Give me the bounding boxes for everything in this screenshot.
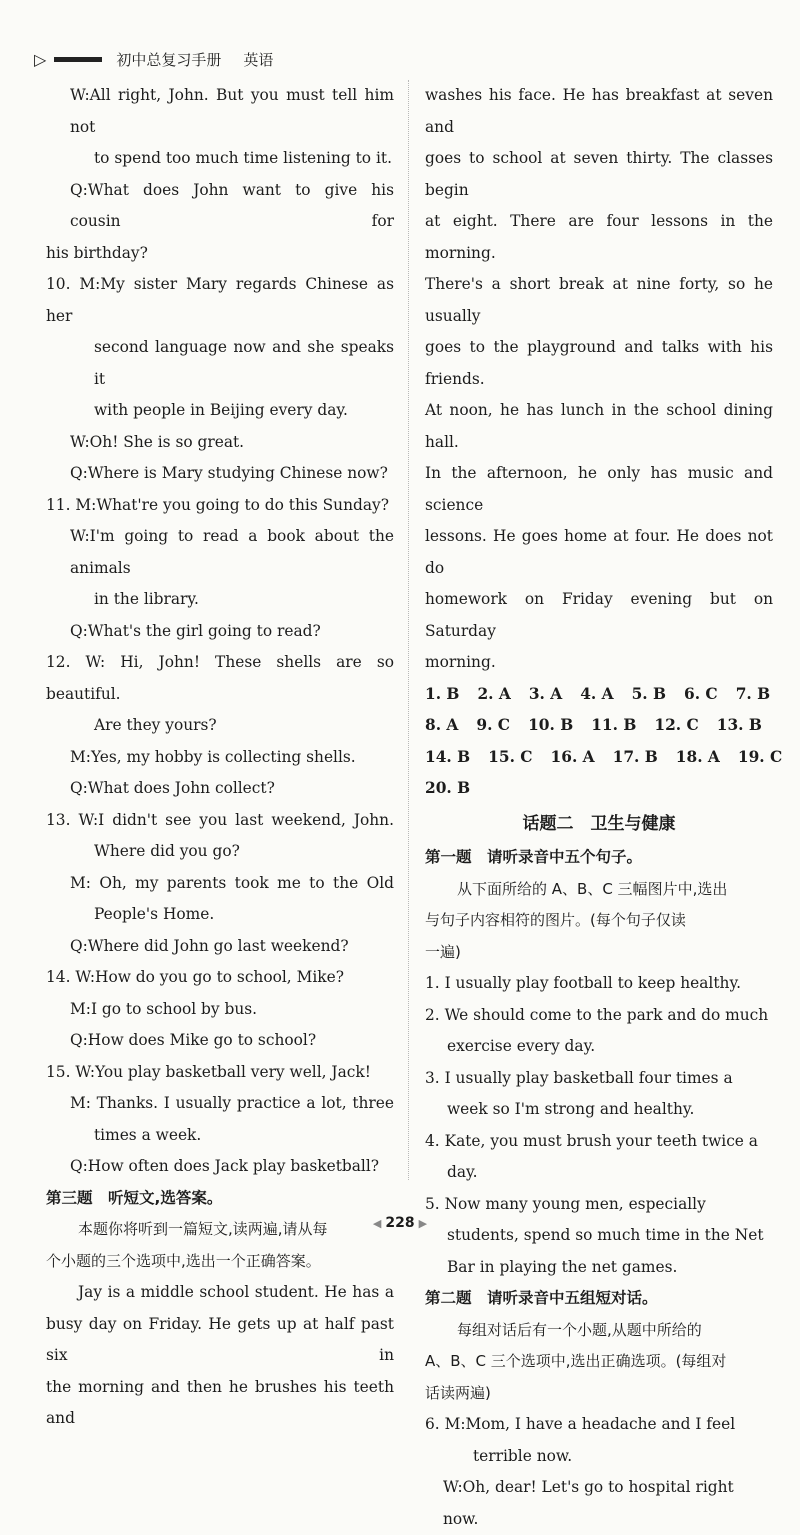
- page-number: [0, 1215, 800, 1231]
- text-line: 14. W:How do you go to school, Mike?: [46, 968, 344, 986]
- section-1-instruction: 与句子内容相符的图片。(每个句子仅读: [425, 911, 686, 929]
- text-line: Q:Where is Mary studying Chinese now?: [70, 464, 388, 482]
- text-line: 12. W: Hi, John! These shells are so beautiful.: [46, 653, 394, 703]
- text-line: 13. W:I didn't see you last weekend, John.: [46, 810, 394, 829]
- answer-row: [425, 742, 783, 774]
- passage-line: goes to school at seven thirty. The classes begin: [425, 149, 773, 199]
- sentence-item: 2. We should come to the park and do much exercise every day.: [425, 1005, 769, 1055]
- passage-line: lessons. He goes home at four. He does not do: [425, 527, 773, 577]
- sentence-item: 5. Now many young men, especially students, spend so much time in the Net Bar in playing the net games.: [425, 1194, 764, 1276]
- answer-item: 8. A: [425, 716, 459, 734]
- answer-item: 15. C: [488, 747, 533, 766]
- answer-item: 9. C: [476, 716, 511, 734]
- answer-item: 20. B: [425, 779, 471, 797]
- section-1-instruction: 一遍): [425, 942, 461, 961]
- text-line: 10. M:My sister Mary regards Chinese as her: [46, 275, 394, 325]
- answer-row: [425, 710, 773, 742]
- text-line: to spend too much time listening to it.: [94, 149, 392, 167]
- passage-line: morning.: [425, 653, 496, 671]
- section-1-title: 第一题 请听录音中五个句子。: [425, 848, 643, 866]
- passage-line: At noon, he has lunch in the school dining hall.: [425, 401, 773, 451]
- text-line: Q:What does John want to give his cousin for: [70, 180, 394, 230]
- passage-line: homework on Friday evening but on Saturday: [425, 590, 773, 640]
- topic-title: 话题二 卫生与健康: [522, 813, 676, 834]
- triangle-left-icon: ◀: [372, 1217, 382, 1230]
- passage-line: washes his face. He has breakfast at seven and: [425, 86, 773, 136]
- text-line: 11. M:What're you going to do this Sunday?: [46, 495, 389, 514]
- text-line: M: Oh, my parents took me to the Old: [70, 873, 394, 892]
- text-line: in the library.: [94, 590, 199, 608]
- text-line: Where did you go?: [94, 842, 240, 860]
- section-3-title: 第三题 听短文,选答案。: [46, 1188, 223, 1207]
- text-line: Q:Where did John go last weekend?: [70, 936, 349, 955]
- answer-item: 19. C: [737, 747, 783, 766]
- page-number-value: 228: [385, 1215, 415, 1231]
- section-2-instruction: A、B、C 三个选项中,选出正确选项。(每组对: [425, 1352, 727, 1370]
- text-line: Are they yours?: [94, 716, 217, 734]
- answer-item: 12. C: [654, 716, 699, 734]
- triangle-right-icon: ▶: [418, 1217, 428, 1230]
- passage-line: In the afternoon, he only has music and science: [425, 464, 773, 514]
- text-line: W:I'm going to read a book about the animals: [70, 527, 394, 577]
- answer-item: 7. B: [735, 684, 771, 703]
- book-title: 初中总复习手册: [116, 50, 222, 69]
- text-line: Q:How often does Jack play basketball?: [70, 1157, 380, 1175]
- passage-line: at eight. There are four lessons in the morning.: [425, 212, 773, 262]
- dialog-line: 6. M:Mom, I have a headache and I feel terrible now.: [425, 1415, 736, 1465]
- subject-label: 英语: [243, 50, 274, 69]
- sentence-item: 1. I usually play football to keep healthy.: [425, 974, 741, 992]
- passage-line: Jay is a middle school student. He has a: [78, 1283, 394, 1301]
- text-line: 15. W:You play basketball very well, Jack!: [46, 1062, 371, 1081]
- passage-line: the morning and then he brushes his teeth and: [46, 1377, 394, 1427]
- answer-item: 17. B: [612, 747, 658, 766]
- text-line: his birthday?: [46, 243, 148, 262]
- answer-item: 16. A: [550, 747, 595, 766]
- answer-item: 6. C: [684, 684, 718, 703]
- section-2-title: 第二题 请听录音中五组短对话。: [425, 1289, 658, 1307]
- answer-item: 4. A: [580, 684, 614, 703]
- answer-item: 18. A: [675, 747, 720, 766]
- sentence-item: 4. Kate, you must brush your teeth twice a day.: [425, 1131, 758, 1181]
- passage-line: goes to the playground and talks with his friends.: [425, 338, 773, 388]
- column-divider: [408, 80, 409, 1180]
- answer-item: 1. B: [425, 684, 460, 703]
- answer-item: 10. B: [528, 716, 574, 734]
- section-2-instruction: 每组对话后有一个小题,从题中所给的: [457, 1320, 702, 1339]
- section-3-instruction: 个小题的三个选项中,选出一个正确答案。: [46, 1251, 321, 1270]
- section-3-instruction: 本题你将听到一篇短文,读两遍,请从每: [78, 1220, 328, 1238]
- answer-item: 3. A: [528, 684, 563, 703]
- header-bar-decoration: [54, 57, 102, 62]
- left-column: [46, 80, 394, 1435]
- text-line: Q:What does John collect?: [70, 779, 275, 797]
- section-1-instruction: 从下面所给的 A、B、C 三幅图片中,选出: [457, 879, 728, 898]
- text-line: People's Home.: [94, 905, 215, 923]
- text-line: M:I go to school by bus.: [70, 999, 258, 1018]
- text-line: with people in Beijing every day.: [94, 401, 348, 419]
- answer-item: 14. B: [425, 747, 471, 766]
- play-arrow-icon: ▷: [34, 49, 47, 69]
- answer-item: 2. A: [477, 684, 511, 703]
- answer-item: 11. B: [591, 716, 637, 734]
- answer-row: [425, 679, 773, 711]
- text-line: Q:What's the girl going to read?: [70, 621, 321, 640]
- passage-line: There's a short break at nine forty, so he usually: [425, 275, 773, 325]
- answer-item: 5. B: [631, 684, 666, 703]
- sentence-item: 3. I usually play basketball four times a week so I'm strong and healthy.: [425, 1068, 733, 1118]
- text-line: second language now and she speaks it: [94, 338, 394, 388]
- text-line: M: Thanks. I usually practice a lot, three: [70, 1094, 394, 1112]
- dialog-line: W:Oh, dear! Let's go to hospital right now.: [443, 1478, 734, 1528]
- right-column: [425, 80, 783, 1535]
- text-line: M:Yes, my hobby is collecting shells.: [70, 747, 356, 766]
- answer-row: [425, 773, 773, 805]
- running-header: [34, 46, 273, 72]
- section-2-instruction: 话读两遍): [425, 1383, 491, 1402]
- passage-line: busy day on Friday. He gets up at half past six in: [46, 1314, 394, 1364]
- text-line: Q:How does Mike go to school?: [70, 1031, 317, 1049]
- text-line: times a week.: [94, 1125, 202, 1144]
- text-line: W:All right, John. But you must tell him not: [70, 86, 394, 136]
- answer-item: 13. B: [716, 716, 762, 734]
- text-line: W:Oh! She is so great.: [70, 432, 245, 451]
